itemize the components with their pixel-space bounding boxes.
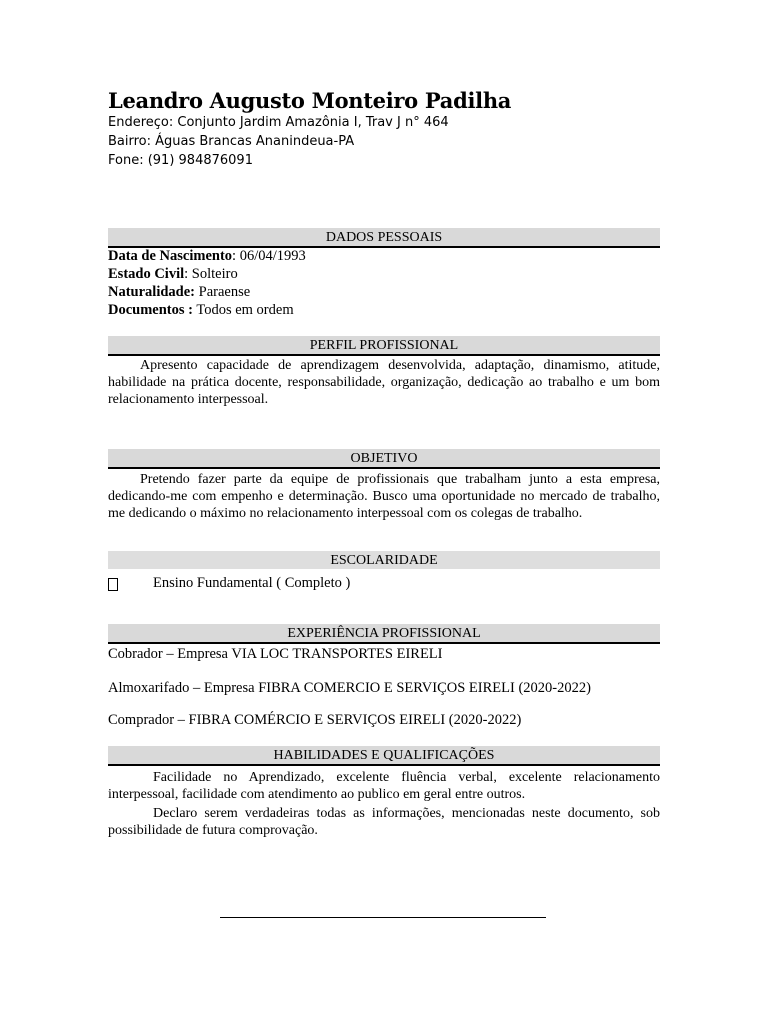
birth-date-label: Data de Nascimento — [108, 248, 233, 264]
section-education: ESCOLARIDADE — [108, 551, 660, 569]
phone-line: Fone: (91) 984876091 — [108, 153, 253, 168]
experience-item: Almoxarifado – Empresa FIBRA COMERCIO E SERVIÇOS EIRELI (2020-2022) — [108, 680, 591, 696]
documents — [108, 302, 294, 319]
naturality-label: Naturalidade: — [108, 284, 195, 300]
skills-text: Facilidade no Aprendizado, excelente fluência verbal, excelente relacionamento interpessoal, facilidade com atendimento ao publico em geral entre outros. — [108, 770, 660, 802]
declaration-text: Declaro serem verdadeiras todas as informações, mencionadas neste documento, sob possibilidade de futura comprovação. — [108, 806, 660, 838]
documents-label: Documentos : — [108, 302, 193, 318]
address-line: Endereço: Conjunto Jardim Amazônia I, Trav J n° 464 — [108, 115, 449, 130]
section-objective: OBJETIVO — [108, 449, 660, 469]
candidate-name: Leandro Augusto Monteiro Padilha — [108, 88, 512, 113]
civil-status-label: Estado Civil — [108, 266, 185, 282]
section-professional-profile: PERFIL PROFISSIONAL — [108, 336, 660, 356]
profile-text: Apresento capacidade de aprendizagem desenvolvida, adaptação, dinamismo, atitude, habilidade na prática docente, responsabilidade, organização, dedicação ao trabalho e um bom relacionamento interpessoal. — [108, 358, 660, 407]
civil-status — [108, 266, 238, 283]
section-personal-data: DADOS PESSOAIS — [108, 228, 660, 248]
experience-item: Comprador – FIBRA COMÉRCIO E SERVIÇOS EIRELI (2020-2022) — [108, 712, 522, 728]
objective-text: Pretendo fazer parte da equipe de profissionais que trabalham junto a esta empresa, dedicando-me com empenho e determinação. Busco uma oportunidade no mercado de trabalho, me dedicando o máximo no relacionamento interpessoal com os colegas de trabalho. — [108, 472, 660, 521]
district-line: Bairro: Águas Brancas Ananindeua-PA — [108, 134, 355, 149]
experience-item: Cobrador – Empresa VIA LOC TRANSPORTES EIRELI — [108, 646, 443, 662]
signature-line — [220, 917, 546, 918]
checkbox-icon — [108, 578, 118, 591]
section-experience: EXPERIÊNCIA PROFISSIONAL — [108, 624, 660, 644]
documents-value: Todos em ordem — [192, 302, 294, 318]
birth-date — [108, 248, 306, 265]
section-skills: HABILIDADES E QUALIFICAÇÕES — [108, 746, 660, 766]
education-item: Ensino Fundamental ( Completo ) — [153, 575, 351, 591]
birth-date-value: : 06/04/1993 — [232, 248, 306, 264]
naturality — [108, 284, 250, 301]
civil-status-value: : Solteiro — [184, 266, 238, 282]
naturality-value: Paraense — [195, 284, 251, 300]
